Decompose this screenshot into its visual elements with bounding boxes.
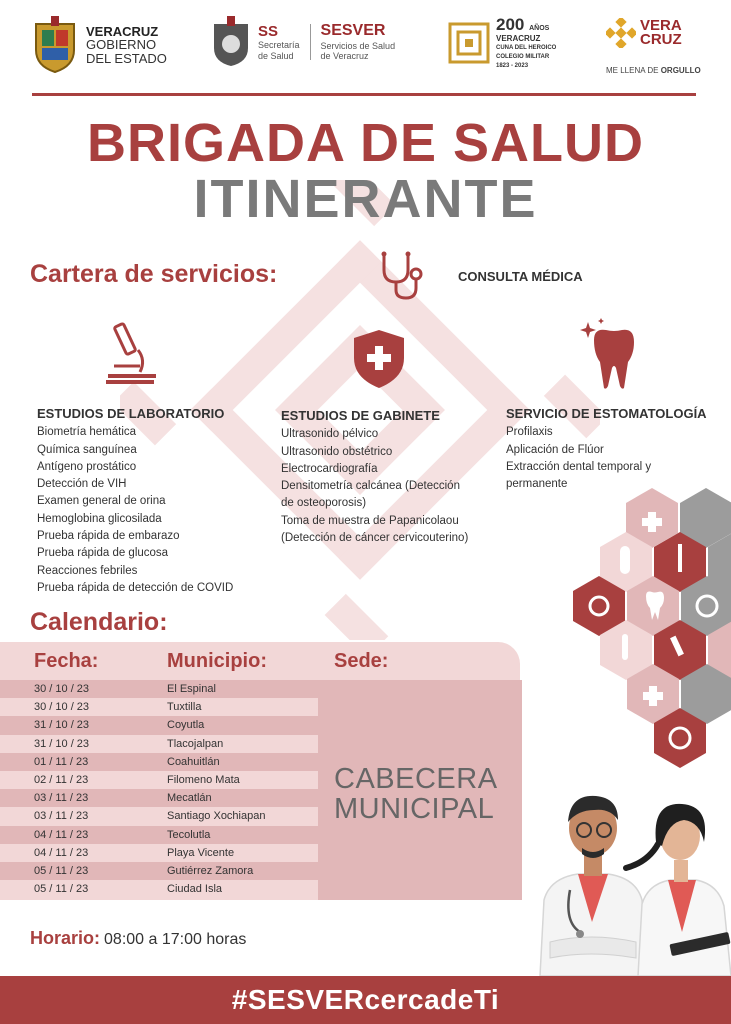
- gabinete-list: [281, 426, 506, 547]
- fret-emblem-icon: [448, 22, 490, 64]
- ss-sesver-logo: [212, 16, 395, 68]
- veracruz-brand-line1: VERA: [640, 16, 682, 34]
- fecha-cell: 02 / 11 / 23: [34, 773, 89, 786]
- list-item: Prueba rápida de embarazo: [37, 530, 180, 543]
- shield-cross-icon: [352, 328, 406, 390]
- laboratorio-list: [37, 424, 267, 597]
- table-row: [0, 735, 318, 753]
- list-item: Biometría hemática: [37, 426, 137, 439]
- medical-hexagon-cluster: [570, 482, 731, 772]
- header-divider: [32, 93, 696, 96]
- fecha-cell: 01 / 11 / 23: [34, 755, 89, 768]
- list-item: Prueba rápida de detección de COVID: [37, 581, 234, 594]
- list-item: Electrocardiografía: [281, 462, 378, 475]
- schedule-label: Horario:: [30, 928, 101, 948]
- footer-hashtag: #SESVERcercadeTi: [0, 976, 731, 1024]
- calendar-table: [0, 680, 318, 898]
- gobierno-line2: GOBIERNO: [86, 37, 157, 53]
- anniversary-logo: [448, 16, 556, 70]
- subtitle: ITINERANTE: [193, 169, 538, 229]
- table-row: [0, 807, 318, 825]
- list-item: Antígeno prostático: [37, 460, 137, 473]
- fecha-cell: 04 / 11 / 23: [34, 828, 89, 841]
- anniv-years: AÑOS: [529, 25, 550, 32]
- col-sede-header: Sede:: [334, 650, 389, 672]
- table-row: [0, 844, 318, 862]
- estomatologia-column: [506, 405, 716, 493]
- list-item: Examen general de orina: [37, 495, 166, 508]
- table-row: [0, 680, 318, 698]
- main-title: BRIGADA DE SALUD: [86, 113, 644, 173]
- doctors-illustration: [520, 782, 731, 976]
- list-item: Ultrasonido obstétrico: [281, 445, 393, 458]
- fecha-cell: 05 / 11 / 23: [34, 883, 89, 896]
- anniv-line3: COLEGIO MILITAR: [496, 54, 550, 61]
- municipio-cell: Filomeno Mata: [167, 773, 240, 786]
- sesver-line1: Servicios de Salud: [320, 40, 396, 51]
- municipio-cell: Coahuitlán: [167, 755, 220, 768]
- municipio-cell: Tecolutla: [167, 828, 211, 841]
- services-heading: Cartera de servicios:: [30, 260, 278, 288]
- list-item: Reacciones febriles: [37, 564, 138, 577]
- gabinete-title: ESTUDIOS DE GABINETE: [281, 408, 440, 423]
- tooth-icon: [578, 318, 640, 392]
- table-row: [0, 789, 318, 807]
- fecha-cell: 30 / 10 / 23: [34, 701, 90, 714]
- microscope-icon: [100, 320, 160, 390]
- municipio-cell: Tlacojalpan: [167, 737, 224, 750]
- municipio-cell: Mecatlán: [167, 792, 212, 805]
- veracruz-brand-line2: CRUZ: [640, 31, 682, 48]
- list-item: Densitometría calcánea (Detección: [281, 480, 460, 493]
- header: [0, 0, 731, 96]
- municipio-cell: Ciudad Isla: [167, 883, 223, 896]
- laboratorio-title: ESTUDIOS DE LABORATORIO: [37, 406, 225, 421]
- stethoscope-icon: [376, 250, 426, 302]
- table-row: [0, 862, 318, 880]
- municipio-cell: Gutiérrez Zamora: [167, 864, 254, 877]
- sesver-name: SESVER: [320, 22, 386, 40]
- gobierno-logo: [32, 16, 167, 74]
- table-row: [0, 716, 318, 734]
- list-item: Aplicación de Flúor: [506, 443, 604, 456]
- anniv-line1: VERACRUZ: [496, 33, 541, 43]
- fecha-cell: 31 / 10 / 23: [34, 719, 90, 732]
- municipio-cell: Santiago Xochiapan: [167, 810, 266, 823]
- gobierno-line1: VERACRUZ: [86, 23, 159, 39]
- sede-line2: MUNICIPAL: [334, 793, 495, 825]
- veracruz-tagline-b: ORGULLO: [660, 66, 701, 75]
- fecha-cell: 05 / 11 / 23: [34, 864, 89, 877]
- list-item: de osteoporosis): [281, 497, 367, 510]
- list-item: Prueba rápida de glucosa: [37, 547, 169, 560]
- veracruz-tagline-a: ME LLENA DE: [606, 66, 661, 75]
- logo-divider: [310, 24, 311, 60]
- list-item: Detección de VIH: [37, 478, 127, 491]
- ss-line2: de Salud: [258, 50, 294, 61]
- table-row: [0, 826, 318, 844]
- list-item: Hemoglobina glicosilada: [37, 512, 162, 525]
- schedule: [30, 928, 246, 949]
- list-item: permanente: [506, 478, 568, 491]
- table-row: [0, 771, 318, 789]
- veracruz-shield-icon: [32, 16, 78, 74]
- calendar-heading: Calendario:: [30, 608, 168, 636]
- consulta-medica-label: CONSULTA MÉDICA: [458, 269, 583, 284]
- municipio-cell: Coyutla: [167, 719, 205, 732]
- anniv-number: 200: [496, 15, 525, 34]
- ss-line1: Secretaría: [258, 40, 300, 51]
- fecha-cell: 31 / 10 / 23: [34, 737, 90, 750]
- list-item: Profilaxis: [506, 426, 553, 439]
- municipio-cell: Tuxtilla: [167, 701, 202, 714]
- list-item: Toma de muestra de Papanicolaou: [281, 514, 459, 527]
- list-item: (Detección de cáncer cervicouterino): [281, 532, 469, 545]
- municipio-cell: El Espinal: [167, 683, 216, 695]
- ss-shield-icon: [212, 16, 250, 68]
- col-municipio-header: Municipio:: [167, 650, 267, 672]
- anniv-line2: CUNA DEL HEROICO: [496, 45, 557, 52]
- table-row: [0, 698, 318, 716]
- table-row: [0, 880, 318, 898]
- laboratorio-column: [37, 405, 267, 597]
- sede-line1: CABECERA: [334, 763, 498, 795]
- list-item: Química sanguínea: [37, 443, 137, 456]
- sesver-line2: de Veracruz: [320, 51, 369, 62]
- fecha-cell: 03 / 11 / 23: [34, 810, 89, 823]
- veracruz-brand-icon: [606, 18, 636, 48]
- anniv-line4: 1823 - 2023: [496, 63, 529, 70]
- list-item: Extracción dental temporal y: [506, 460, 652, 473]
- fecha-cell: 03 / 11 / 23: [34, 792, 89, 805]
- schedule-value: 08:00 a 17:00 horas: [104, 931, 247, 948]
- sede-value: [334, 764, 524, 824]
- col-fecha-header: Fecha:: [34, 650, 99, 672]
- list-item: Ultrasonido pélvico: [281, 428, 379, 441]
- ss-abbr: SS: [258, 23, 279, 41]
- municipio-cell: Playa Vicente: [167, 846, 235, 859]
- fecha-cell: 04 / 11 / 23: [34, 846, 89, 859]
- gabinete-column: [281, 407, 506, 547]
- veracruz-brand-logo: [606, 16, 701, 75]
- table-row: [0, 753, 318, 771]
- gobierno-line3: DEL ESTADO: [86, 50, 167, 66]
- fecha-cell: 30 / 10 / 23: [34, 683, 90, 695]
- estomatologia-title: SERVICIO DE ESTOMATOLOGÍA: [506, 406, 707, 421]
